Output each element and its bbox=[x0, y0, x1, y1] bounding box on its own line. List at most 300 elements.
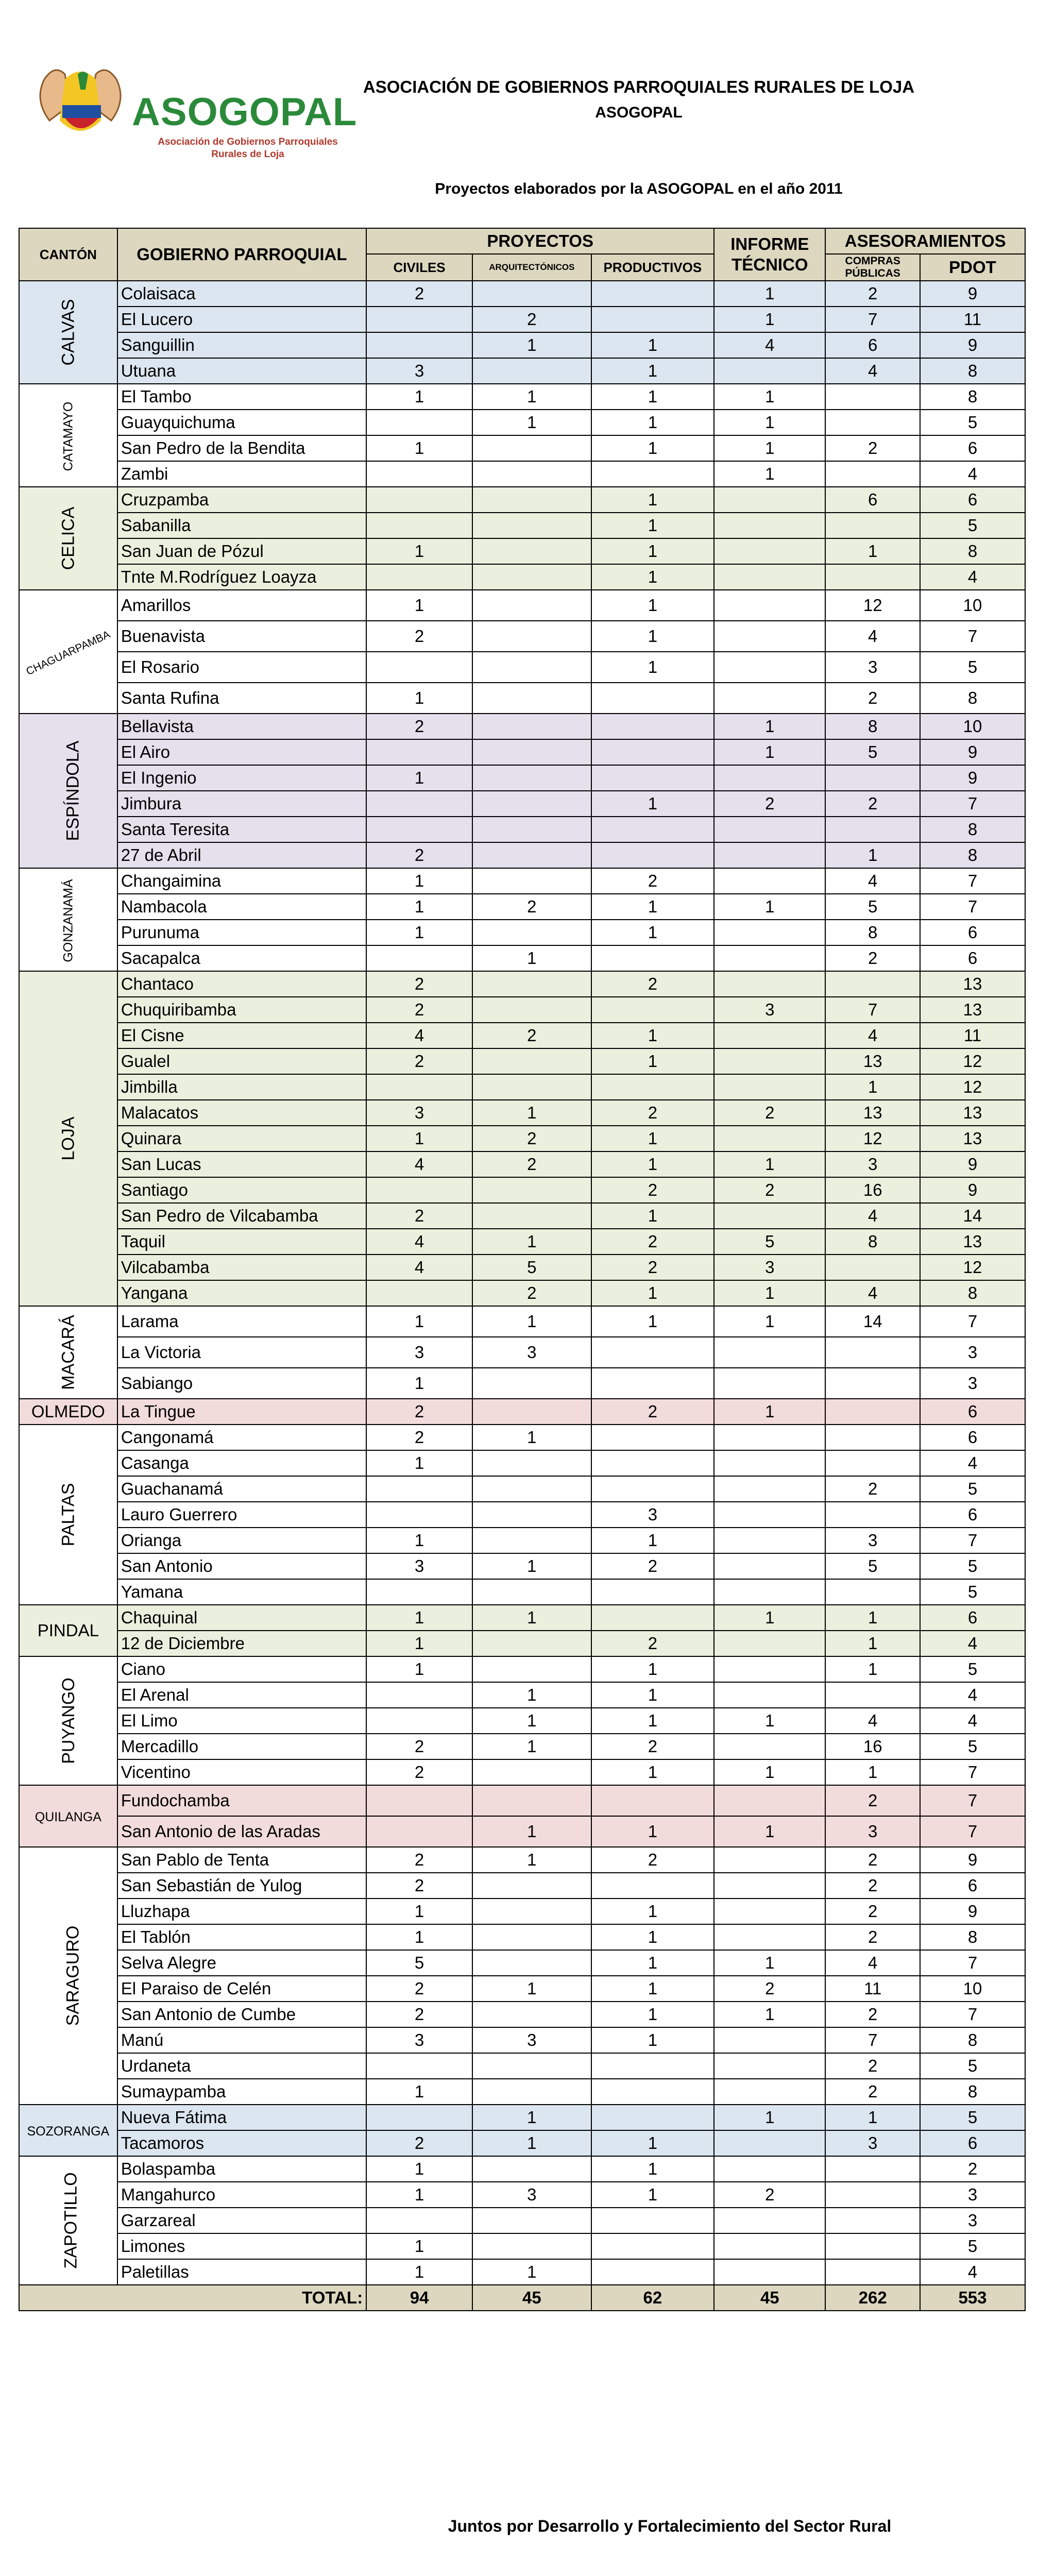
canton-name: CHAGUARPAMBA bbox=[24, 628, 112, 677]
cell-productivos bbox=[591, 2053, 714, 2079]
cell-informe-tecnico: 2 bbox=[714, 1976, 825, 2002]
cell-productivos bbox=[591, 2233, 714, 2259]
header-informe-tecnico: INFORME TÉCNICO bbox=[714, 228, 825, 281]
cell-informe-tecnico bbox=[714, 1579, 825, 1605]
cell-productivos: 1 bbox=[591, 1950, 714, 1976]
cell-compras-publicas: 1 bbox=[825, 1074, 920, 1100]
cell-informe-tecnico bbox=[714, 1023, 825, 1048]
cell-informe-tecnico: 1 bbox=[714, 1816, 825, 1847]
canton-cell bbox=[19, 487, 117, 590]
cell-pdot: 8 bbox=[920, 2079, 1025, 2105]
cell-arquitectonicos bbox=[472, 1502, 591, 1528]
cell-productivos bbox=[591, 997, 714, 1023]
cell-informe-tecnico bbox=[714, 1368, 825, 1399]
cell-pdot: 10 bbox=[920, 714, 1025, 739]
table-row bbox=[19, 1950, 1025, 1976]
table-row bbox=[19, 1203, 1025, 1229]
cell-productivos: 2 bbox=[591, 971, 714, 997]
cell-pdot: 3 bbox=[920, 2208, 1025, 2233]
cell-pdot: 13 bbox=[920, 997, 1025, 1023]
cell-pdot: 7 bbox=[920, 2002, 1025, 2027]
cell-arquitectonicos bbox=[472, 817, 591, 842]
cell-productivos bbox=[591, 765, 714, 791]
cell-arquitectonicos bbox=[472, 2208, 591, 2233]
cell-informe-tecnico bbox=[714, 1873, 825, 1899]
cell-arquitectonicos: 1 bbox=[472, 332, 591, 358]
cell-informe-tecnico bbox=[714, 1425, 825, 1450]
cell-productivos: 1 bbox=[591, 1126, 714, 1151]
cell-arquitectonicos: 2 bbox=[472, 1280, 591, 1306]
header-canton: CANTÓN bbox=[19, 228, 117, 281]
canton-cell bbox=[19, 384, 117, 487]
cell-arquitectonicos bbox=[472, 920, 591, 945]
cell-informe-tecnico: 1 bbox=[714, 1151, 825, 1177]
table-row bbox=[19, 997, 1025, 1023]
cell-civiles bbox=[366, 307, 472, 332]
cell-productivos: 2 bbox=[591, 1553, 714, 1579]
cell-productivos: 1 bbox=[591, 1759, 714, 1785]
cell-civiles: 2 bbox=[366, 1873, 472, 1899]
cell-informe-tecnico bbox=[714, 538, 825, 564]
cell-productivos: 2 bbox=[591, 1229, 714, 1255]
cell-productivos: 1 bbox=[591, 384, 714, 410]
cell-civiles bbox=[366, 739, 472, 765]
cell-pdot: 7 bbox=[920, 894, 1025, 920]
cell-informe-tecnico: 1 bbox=[714, 384, 825, 410]
parish-name: Lauro Guerrero bbox=[117, 1502, 366, 1528]
parish-name: San Antonio bbox=[117, 1553, 366, 1579]
parish-name: 12 de Diciembre bbox=[117, 1631, 366, 1656]
cell-arquitectonicos bbox=[472, 590, 591, 621]
table-row bbox=[19, 1425, 1025, 1450]
cell-arquitectonicos bbox=[472, 1048, 591, 1074]
cell-compras-publicas: 7 bbox=[825, 307, 920, 332]
cell-productivos: 1 bbox=[591, 1656, 714, 1682]
cell-civiles bbox=[366, 1708, 472, 1734]
cell-productivos: 1 bbox=[591, 513, 714, 538]
cell-pdot: 3 bbox=[920, 2182, 1025, 2208]
cell-compras-publicas: 2 bbox=[825, 791, 920, 817]
table-row bbox=[19, 2079, 1025, 2105]
canton-name: OLMEDO bbox=[31, 1402, 105, 1421]
canton-name: SOZORANGA bbox=[27, 2124, 110, 2139]
cell-productivos: 1 bbox=[591, 564, 714, 590]
cell-compras-publicas bbox=[825, 384, 920, 410]
cell-arquitectonicos bbox=[472, 683, 591, 714]
canton-name: QUILANGA bbox=[35, 1809, 101, 1824]
cell-civiles: 1 bbox=[366, 765, 472, 791]
cell-pdot: 11 bbox=[920, 1023, 1025, 1048]
table-row bbox=[19, 1553, 1025, 1579]
cell-arquitectonicos bbox=[472, 1785, 591, 1816]
parish-name: Bellavista bbox=[117, 714, 366, 739]
cell-productivos bbox=[591, 1368, 714, 1399]
cell-arquitectonicos bbox=[472, 997, 591, 1023]
cell-arquitectonicos bbox=[472, 1759, 591, 1785]
total-pdot: 553 bbox=[920, 2285, 1025, 2311]
table-row bbox=[19, 1759, 1025, 1785]
cell-pdot: 6 bbox=[920, 435, 1025, 461]
cell-pdot: 9 bbox=[920, 1899, 1025, 1924]
parish-name: Ciano bbox=[117, 1656, 366, 1682]
cell-arquitectonicos: 1 bbox=[472, 2130, 591, 2156]
cell-productivos: 1 bbox=[591, 2182, 714, 2208]
cell-informe-tecnico: 1 bbox=[714, 894, 825, 920]
cell-pdot: 7 bbox=[920, 621, 1025, 652]
cell-civiles: 2 bbox=[366, 971, 472, 997]
table-row bbox=[19, 1816, 1025, 1847]
cell-arquitectonicos bbox=[472, 358, 591, 384]
table-row bbox=[19, 1023, 1025, 1048]
cell-informe-tecnico bbox=[714, 1553, 825, 1579]
cell-compras-publicas: 3 bbox=[825, 2130, 920, 2156]
header-civiles: CIVILES bbox=[366, 254, 472, 281]
parish-name: Guachanamá bbox=[117, 1476, 366, 1502]
cell-civiles bbox=[366, 2053, 472, 2079]
cell-compras-publicas: 2 bbox=[825, 2079, 920, 2105]
total-compras-publicas: 262 bbox=[825, 2285, 920, 2311]
cell-pdot: 5 bbox=[920, 513, 1025, 538]
table-row bbox=[19, 894, 1025, 920]
cell-productivos: 1 bbox=[591, 332, 714, 358]
table-row bbox=[19, 1708, 1025, 1734]
cell-civiles: 2 bbox=[366, 2002, 472, 2027]
cell-civiles: 1 bbox=[366, 2079, 472, 2105]
cell-compras-publicas: 13 bbox=[825, 1100, 920, 1126]
table-row bbox=[19, 1476, 1025, 1502]
cell-civiles bbox=[366, 564, 472, 590]
table-row bbox=[19, 2208, 1025, 2233]
cell-pdot: 6 bbox=[920, 1873, 1025, 1899]
canton-cell bbox=[19, 1306, 117, 1399]
canton-cell bbox=[19, 1847, 117, 2105]
cell-civiles: 1 bbox=[366, 2156, 472, 2182]
cell-productivos: 1 bbox=[591, 1048, 714, 1074]
cell-arquitectonicos bbox=[472, 1368, 591, 1399]
table-row bbox=[19, 1399, 1025, 1425]
cell-civiles bbox=[366, 1816, 472, 1847]
totals-row bbox=[19, 2285, 1025, 2311]
cell-compras-publicas: 1 bbox=[825, 1605, 920, 1631]
cell-productivos: 2 bbox=[591, 1255, 714, 1280]
cell-civiles bbox=[366, 1682, 472, 1708]
parish-name: El Lucero bbox=[117, 307, 366, 332]
parish-name: Yangana bbox=[117, 1280, 366, 1306]
cell-compras-publicas: 2 bbox=[825, 945, 920, 971]
table-row bbox=[19, 1579, 1025, 1605]
cell-pdot: 6 bbox=[920, 1605, 1025, 1631]
table-row bbox=[19, 461, 1025, 487]
cell-arquitectonicos: 1 bbox=[472, 1816, 591, 1847]
cell-productivos: 1 bbox=[591, 1203, 714, 1229]
parish-name: El Tablón bbox=[117, 1924, 366, 1950]
cell-compras-publicas bbox=[825, 1337, 920, 1368]
cell-arquitectonicos bbox=[472, 842, 591, 868]
cell-compras-publicas bbox=[825, 1450, 920, 1476]
parish-name: Taquil bbox=[117, 1229, 366, 1255]
table-row bbox=[19, 590, 1025, 621]
cell-pdot: 9 bbox=[920, 1151, 1025, 1177]
page-acronym: ASOGOPAL bbox=[595, 104, 683, 121]
cell-compras-publicas bbox=[825, 1255, 920, 1280]
cell-civiles: 3 bbox=[366, 1553, 472, 1579]
cell-compras-publicas: 5 bbox=[825, 894, 920, 920]
cell-civiles: 2 bbox=[366, 1847, 472, 1873]
cell-compras-publicas: 11 bbox=[825, 1976, 920, 2002]
table-row bbox=[19, 564, 1025, 590]
cell-pdot: 4 bbox=[920, 1708, 1025, 1734]
parish-name: Casanga bbox=[117, 1450, 366, 1476]
cell-civiles: 1 bbox=[366, 1924, 472, 1950]
cell-arquitectonicos bbox=[472, 1631, 591, 1656]
cell-pdot: 13 bbox=[920, 1229, 1025, 1255]
cell-civiles: 4 bbox=[366, 1255, 472, 1280]
cell-pdot: 6 bbox=[920, 945, 1025, 971]
cell-compras-publicas: 7 bbox=[825, 2027, 920, 2053]
cell-civiles: 3 bbox=[366, 1337, 472, 1368]
cell-productivos: 1 bbox=[591, 894, 714, 920]
canton-name: SARAGURO bbox=[63, 1925, 83, 2026]
cell-productivos: 1 bbox=[591, 652, 714, 683]
parish-name: Sabanilla bbox=[117, 513, 366, 538]
cell-productivos bbox=[591, 1425, 714, 1450]
cell-pdot: 4 bbox=[920, 2259, 1025, 2285]
cell-arquitectonicos: 1 bbox=[472, 1708, 591, 1734]
cell-civiles: 1 bbox=[366, 920, 472, 945]
cell-civiles: 1 bbox=[366, 1656, 472, 1682]
cell-compras-publicas: 7 bbox=[825, 997, 920, 1023]
table-row bbox=[19, 281, 1025, 307]
cell-productivos bbox=[591, 1873, 714, 1899]
cell-arquitectonicos bbox=[472, 281, 591, 307]
parish-name: Orianga bbox=[117, 1528, 366, 1553]
cell-civiles: 1 bbox=[366, 2259, 472, 2285]
logo-subtitle: Asociación de Gobiernos Parroquiales Rurales de Loja bbox=[158, 137, 338, 160]
cell-compras-publicas: 4 bbox=[825, 868, 920, 894]
cell-productivos: 1 bbox=[591, 2156, 714, 2182]
parish-name: Santa Rufina bbox=[117, 683, 366, 714]
header-productivos: PRODUCTIVOS bbox=[591, 254, 714, 281]
cell-pdot: 13 bbox=[920, 971, 1025, 997]
parish-name: Santa Teresita bbox=[117, 817, 366, 842]
parish-name: Jimbilla bbox=[117, 1074, 366, 1100]
cell-informe-tecnico: 2 bbox=[714, 1177, 825, 1203]
cell-informe-tecnico bbox=[714, 683, 825, 714]
cell-civiles: 4 bbox=[366, 1151, 472, 1177]
table-row bbox=[19, 1368, 1025, 1399]
cell-civiles: 2 bbox=[366, 1048, 472, 1074]
cell-arquitectonicos bbox=[472, 2002, 591, 2027]
cell-informe-tecnico bbox=[714, 2259, 825, 2285]
cell-productivos bbox=[591, 1785, 714, 1816]
cell-civiles: 1 bbox=[366, 435, 472, 461]
cell-arquitectonicos bbox=[472, 538, 591, 564]
parish-name: Utuana bbox=[117, 358, 366, 384]
cell-pdot: 12 bbox=[920, 1048, 1025, 1074]
parish-name: Chuquiribamba bbox=[117, 997, 366, 1023]
cell-informe-tecnico: 1 bbox=[714, 281, 825, 307]
table-row bbox=[19, 1785, 1025, 1816]
cell-arquitectonicos: 2 bbox=[472, 307, 591, 332]
cell-arquitectonicos bbox=[472, 1450, 591, 1476]
table-row bbox=[19, 1151, 1025, 1177]
cell-civiles: 2 bbox=[366, 842, 472, 868]
parish-name: Zambi bbox=[117, 461, 366, 487]
table-row bbox=[19, 1502, 1025, 1528]
cell-civiles: 2 bbox=[366, 621, 472, 652]
cell-civiles bbox=[366, 2105, 472, 2130]
table-row bbox=[19, 332, 1025, 358]
cell-pdot: 5 bbox=[920, 652, 1025, 683]
table-row bbox=[19, 358, 1025, 384]
table-row bbox=[19, 1924, 1025, 1950]
cell-compras-publicas bbox=[825, 2259, 920, 2285]
cell-compras-publicas: 6 bbox=[825, 332, 920, 358]
cell-productivos: 1 bbox=[591, 1280, 714, 1306]
cell-civiles: 2 bbox=[366, 2130, 472, 2156]
cell-civiles: 1 bbox=[366, 683, 472, 714]
cell-pdot: 5 bbox=[920, 2233, 1025, 2259]
cell-productivos: 3 bbox=[591, 1502, 714, 1528]
cell-compras-publicas: 3 bbox=[825, 1151, 920, 1177]
parish-name: El Ingenio bbox=[117, 765, 366, 791]
cell-compras-publicas: 2 bbox=[825, 1899, 920, 1924]
cell-productivos bbox=[591, 2259, 714, 2285]
table-row bbox=[19, 683, 1025, 714]
cell-compras-publicas: 2 bbox=[825, 435, 920, 461]
parish-name: Cruzpamba bbox=[117, 487, 366, 513]
cell-arquitectonicos: 1 bbox=[472, 410, 591, 435]
cell-civiles: 2 bbox=[366, 997, 472, 1023]
parish-name: El Paraiso de Celén bbox=[117, 1976, 366, 2002]
cell-informe-tecnico bbox=[714, 487, 825, 513]
parish-name: Jimbura bbox=[117, 791, 366, 817]
cell-productivos: 1 bbox=[591, 410, 714, 435]
cell-arquitectonicos bbox=[472, 435, 591, 461]
table-row bbox=[19, 765, 1025, 791]
cell-civiles: 1 bbox=[366, 1368, 472, 1399]
cell-compras-publicas: 8 bbox=[825, 920, 920, 945]
cell-compras-publicas: 1 bbox=[825, 1759, 920, 1785]
canton-name: CALVAS bbox=[58, 299, 78, 366]
cell-arquitectonicos bbox=[472, 739, 591, 765]
parish-name: La Victoria bbox=[117, 1337, 366, 1368]
canton-name: PUYANGO bbox=[58, 1677, 78, 1764]
table-row bbox=[19, 1337, 1025, 1368]
cell-pdot: 8 bbox=[920, 358, 1025, 384]
cell-civiles bbox=[366, 513, 472, 538]
cell-informe-tecnico bbox=[714, 564, 825, 590]
table-row bbox=[19, 1734, 1025, 1759]
cell-productivos: 1 bbox=[591, 1306, 714, 1337]
cell-arquitectonicos: 1 bbox=[472, 1553, 591, 1579]
cell-informe-tecnico bbox=[714, 2156, 825, 2182]
cell-compras-publicas: 2 bbox=[825, 1873, 920, 1899]
parish-name: Larama bbox=[117, 1306, 366, 1337]
table-row bbox=[19, 384, 1025, 410]
cell-pdot: 9 bbox=[920, 765, 1025, 791]
cell-compras-publicas: 1 bbox=[825, 1631, 920, 1656]
cell-informe-tecnico bbox=[714, 1847, 825, 1873]
cell-arquitectonicos: 1 bbox=[472, 1734, 591, 1759]
cell-informe-tecnico bbox=[714, 1682, 825, 1708]
cell-informe-tecnico bbox=[714, 1126, 825, 1151]
cell-civiles: 1 bbox=[366, 2233, 472, 2259]
cell-pdot: 9 bbox=[920, 739, 1025, 765]
cell-informe-tecnico bbox=[714, 945, 825, 971]
header-gobierno-parroquial: GOBIERNO PARROQUIAL bbox=[117, 228, 366, 281]
cell-arquitectonicos: 3 bbox=[472, 2182, 591, 2208]
cell-compras-publicas: 13 bbox=[825, 1048, 920, 1074]
parish-name: Tnte M.Rodríguez Loayza bbox=[117, 564, 366, 590]
cell-civiles: 1 bbox=[366, 1528, 472, 1553]
table-row bbox=[19, 817, 1025, 842]
cell-pdot: 4 bbox=[920, 564, 1025, 590]
cell-compras-publicas: 14 bbox=[825, 1306, 920, 1337]
parish-name: Urdaneta bbox=[117, 2053, 366, 2079]
table-row bbox=[19, 307, 1025, 332]
total-arquitectonicos: 45 bbox=[472, 2285, 591, 2311]
cell-pdot: 9 bbox=[920, 1847, 1025, 1873]
cell-compras-publicas: 4 bbox=[825, 621, 920, 652]
cell-informe-tecnico: 1 bbox=[714, 435, 825, 461]
table-row bbox=[19, 487, 1025, 513]
parish-name: Chantaco bbox=[117, 971, 366, 997]
cell-informe-tecnico: 3 bbox=[714, 1255, 825, 1280]
cell-civiles bbox=[366, 1280, 472, 1306]
cell-informe-tecnico bbox=[714, 868, 825, 894]
parish-name: San Pablo de Tenta bbox=[117, 1847, 366, 1873]
cell-informe-tecnico bbox=[714, 513, 825, 538]
cell-compras-publicas: 3 bbox=[825, 652, 920, 683]
cell-civiles: 2 bbox=[366, 1734, 472, 1759]
cell-civiles: 1 bbox=[366, 1899, 472, 1924]
cell-productivos bbox=[591, 683, 714, 714]
cell-arquitectonicos bbox=[472, 1177, 591, 1203]
table-row bbox=[19, 1280, 1025, 1306]
cell-pdot: 5 bbox=[920, 1553, 1025, 1579]
cell-compras-publicas: 6 bbox=[825, 487, 920, 513]
cell-informe-tecnico bbox=[714, 2130, 825, 2156]
parish-name: Mercadillo bbox=[117, 1734, 366, 1759]
table-row bbox=[19, 2182, 1025, 2208]
cell-arquitectonicos bbox=[472, 652, 591, 683]
cell-productivos: 1 bbox=[591, 1976, 714, 2002]
parish-name: San Juan de Pózul bbox=[117, 538, 366, 564]
cell-informe-tecnico bbox=[714, 1899, 825, 1924]
cell-productivos bbox=[591, 2208, 714, 2233]
table-row bbox=[19, 1048, 1025, 1074]
cell-productivos: 1 bbox=[591, 435, 714, 461]
cell-civiles: 3 bbox=[366, 1100, 472, 1126]
cell-compras-publicas: 3 bbox=[825, 1816, 920, 1847]
cell-civiles: 1 bbox=[366, 1126, 472, 1151]
cell-informe-tecnico bbox=[714, 2208, 825, 2233]
cell-arquitectonicos: 1 bbox=[472, 1229, 591, 1255]
parish-name: San Lucas bbox=[117, 1151, 366, 1177]
table-row bbox=[19, 971, 1025, 997]
cell-pdot: 8 bbox=[920, 2027, 1025, 2053]
cell-civiles bbox=[366, 461, 472, 487]
cell-civiles: 1 bbox=[366, 538, 472, 564]
table-row bbox=[19, 1177, 1025, 1203]
cell-informe-tecnico: 1 bbox=[714, 1950, 825, 1976]
cell-pdot: 10 bbox=[920, 1976, 1025, 2002]
parish-name: San Pedro de Vilcabamba bbox=[117, 1203, 366, 1229]
cell-pdot: 7 bbox=[920, 1759, 1025, 1785]
parish-name: Paletillas bbox=[117, 2259, 366, 2285]
cell-informe-tecnico: 1 bbox=[714, 2105, 825, 2130]
